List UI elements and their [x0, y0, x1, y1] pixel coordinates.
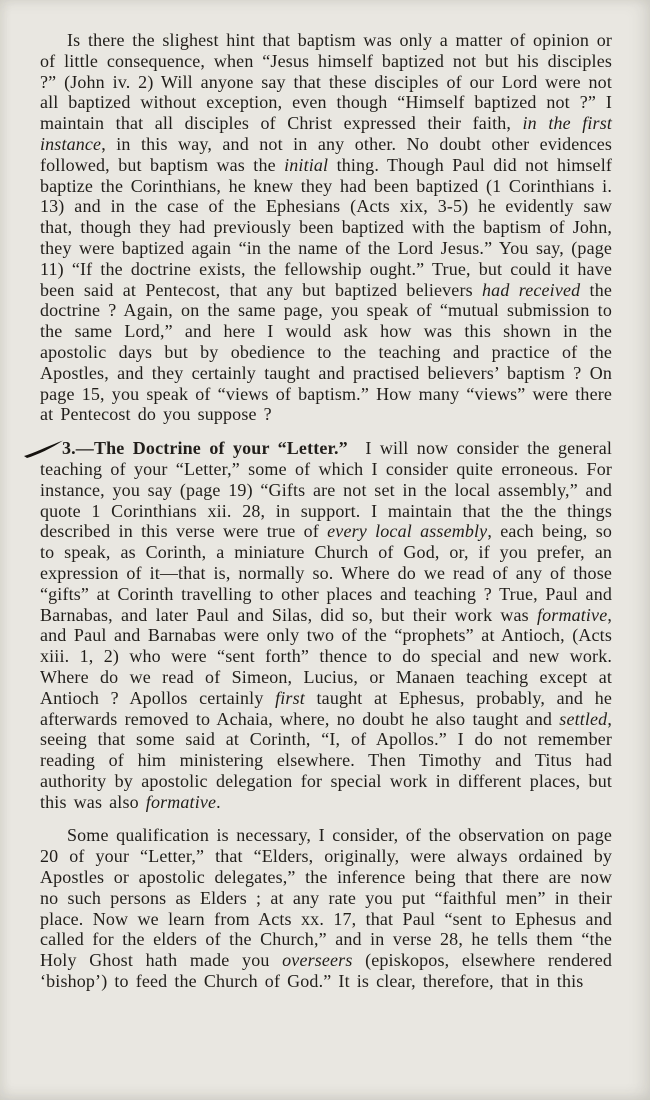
text-segment: , each being, so to speak, as Corinth, a miniature Church of God, or, if you prefer, an expression of it—that is, normally so. Where do we read of any of those “gifts” at Corinth travelling to other places and teaching ? True, Paul and Barnabas, and later Paul and Silas, did so, but their work was — [40, 521, 612, 625]
text-segment: (episkopos, elsewhere rendered ‘bishop’) to feed the Church of God.” It is clear, therefore, that in this — [40, 950, 612, 992]
text-segment: first — [275, 687, 305, 708]
text-segment: settled — [559, 708, 608, 729]
text-segment: Some qualification is necessary, I consider, of the observation on page 20 of your “Letter,” that “Elders, originally, were always ordained by Apostles or apostolic delegates,” the inference being that there are now no such persons as Elders ; at any rate you put “faithful men” in their place. Now we learn from Acts xx. 17, that Paul “sent to Ephesus and called for the elders of the Church,” and in verse 28, he tells them “the Holy Ghost hath made you — [40, 825, 612, 971]
pen-mark-icon — [24, 440, 64, 458]
text-segment: I will now consider the general teaching of your “Letter,” some of which I consider quite erroneous. For instance, you say (page 19) “Gifts are not set in the local assembly,” and quote 1 Corinthians xii. 28, in support. I maintain that the the things described in this verse were true of — [40, 438, 612, 542]
paragraph-elders-qualification — [40, 825, 612, 991]
paragraph-doctrine-of-letter — [40, 438, 612, 812]
text-segment: in the first instance — [40, 113, 612, 154]
text-segment: , seeing that some said at Corinth, “I, of Apollos.” I do not remember reading of him ministering elsewhere. Then Timothy and Titus had authority by apostolic delegation for special work in different places, but this was also — [40, 708, 612, 812]
text-block — [40, 30, 612, 992]
text-segment: thing. Though Paul did not himself baptize the Corinthians, he knew they had been baptized (1 Corinthians i. 13) and in the case of the Ephesians (Acts xix, 3-5) he evidently saw that, though they had previously been baptized with the baptism of John, they were baptized again “in the name of the Lord Jesus.” You say, (page 11) “If the doctrine exists, the fellowship ought.” True, but could it have been said at Pentecost, that any but baptized believers — [40, 154, 612, 300]
text-segment: formative — [145, 791, 217, 812]
text-segment: formative — [537, 604, 608, 625]
paragraph-baptism-questions — [40, 30, 612, 425]
text-segment: . — [216, 791, 221, 812]
text-segment: initial — [284, 154, 329, 175]
text-segment: Is there the slighest hint that baptism was only a matter of opinion or of little consequence, when “Jesus himself baptized not but his disciples ?” (John iv. 2) Will anyone say that these disciples of our Lord were not all baptized without exception, even though “Himself baptized not ?” I maintain that all disciples of Christ expressed their faith, — [40, 30, 612, 134]
text-segment: taught at Ephesus, probably, and he afterwards removed to Achaia, where, no doubt he also taught and — [40, 687, 612, 729]
text-segment: overseers — [282, 950, 353, 971]
text-segment: had received — [482, 279, 581, 300]
text-segment: , and Paul and Barnabas were only two of the “prophets” at Antioch, (Acts xiii. 1, 2) who were “sent forth” thence to do special and new work. Where do we read of Simeon, Lucius, or Manaen teaching except at Antioch ? Apollos certainly — [40, 604, 612, 708]
text-segment: every local assembly — [327, 521, 488, 542]
text-segment: 3.—The Doctrine of your “Letter.” — [62, 438, 348, 459]
text-segment: the doctrine ? Again, on the same page, you speak of “mutual submission to the same Lord,” and here I would ask how was this shown in the apostolic days but by obedience to the teaching and practice of the Apostles, and they certainly taught and practised believers’ baptism ? On page 15, you speak of “views of baptism.” How many “views” were there at Pentecost do you suppose ? — [40, 279, 612, 425]
text-segment: , in this way, and not in any other. No doubt other evidences followed, but baptism was the — [40, 133, 612, 175]
